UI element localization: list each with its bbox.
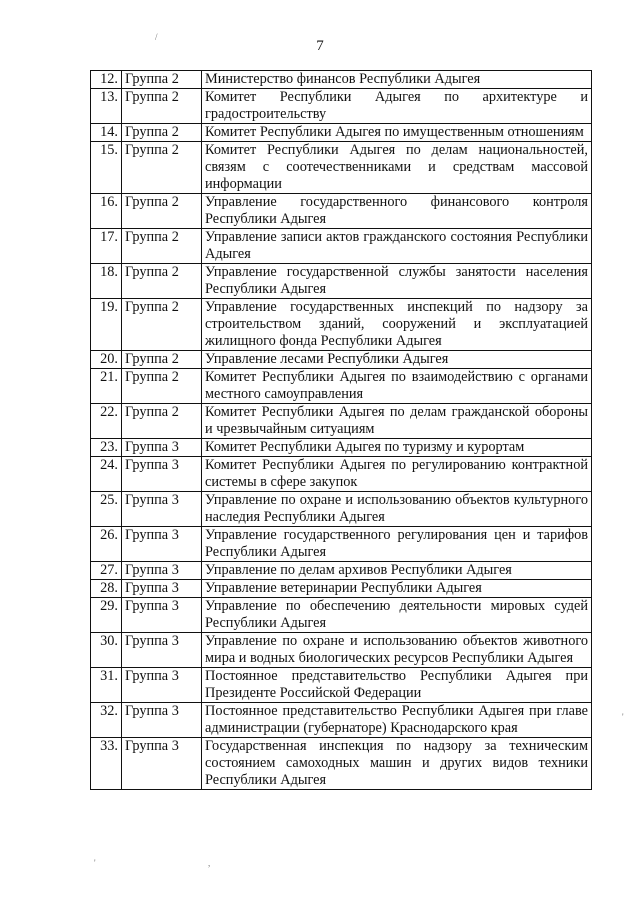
table-row xyxy=(91,580,592,598)
row-number-cell: 17. xyxy=(91,229,122,264)
table-row xyxy=(91,369,592,404)
row-number-cell: 22. xyxy=(91,404,122,439)
group-cell: Группа 2 xyxy=(122,351,202,369)
table-row xyxy=(91,264,592,299)
row-number-cell: 14. xyxy=(91,124,122,142)
agency-name-cell: Управление записи актов гражданского состояния Республики Адыгея xyxy=(202,229,592,264)
table-row xyxy=(91,738,592,790)
table-row xyxy=(91,404,592,439)
group-cell: Группа 2 xyxy=(122,194,202,229)
group-cell: Группа 3 xyxy=(122,457,202,492)
row-number-cell: 25. xyxy=(91,492,122,527)
row-number-cell: 18. xyxy=(91,264,122,299)
agency-name-cell: Министерство финансов Республики Адыгея xyxy=(202,71,592,89)
agency-name-cell: Управление государственного финансового контроля Республики Адыгея xyxy=(202,194,592,229)
table-row xyxy=(91,351,592,369)
table-row xyxy=(91,194,592,229)
row-number-cell: 23. xyxy=(91,439,122,457)
row-number-cell: 15. xyxy=(91,142,122,194)
group-cell: Группа 3 xyxy=(122,580,202,598)
table-row xyxy=(91,299,592,351)
agency-name-cell: Управление государственного регулирования цен и тарифов Республики Адыгея xyxy=(202,527,592,562)
group-cell: Группа 3 xyxy=(122,439,202,457)
agency-name-cell: Управление по обеспечению деятельности мировых судей Республики Адыгея xyxy=(202,598,592,633)
agency-name-cell: Комитет Республики Адыгея по регулированию контрактной системы в сфере закупок xyxy=(202,457,592,492)
table-row xyxy=(91,439,592,457)
agency-name-cell: Комитет Республики Адыгея по взаимодействию с органами местного самоуправления xyxy=(202,369,592,404)
scan-mark: ' xyxy=(622,712,624,722)
row-number-cell: 20. xyxy=(91,351,122,369)
group-cell: Группа 2 xyxy=(122,142,202,194)
group-cell: Группа 2 xyxy=(122,71,202,89)
agency-name-cell: Комитет Республики Адыгея по имущественным отношениям xyxy=(202,124,592,142)
group-cell: Группа 3 xyxy=(122,633,202,668)
group-cell: Группа 3 xyxy=(122,703,202,738)
row-number-cell: 26. xyxy=(91,527,122,562)
row-number-cell: 12. xyxy=(91,71,122,89)
group-cell: Группа 2 xyxy=(122,89,202,124)
agency-name-cell: Комитет Республики Адыгея по делам гражданской обороны и чрезвычайным ситуациям xyxy=(202,404,592,439)
group-cell: Группа 3 xyxy=(122,527,202,562)
agency-name-cell: Постоянное представительство Республики Адыгея при главе администрации (губернаторе) Краснодарского края xyxy=(202,703,592,738)
registry-table-body xyxy=(91,71,592,790)
row-number-cell: 27. xyxy=(91,562,122,580)
agency-name-cell: Управление по охране и использованию объектов культурного наследия Республики Адыгея xyxy=(202,492,592,527)
table-row xyxy=(91,89,592,124)
row-number-cell: 30. xyxy=(91,633,122,668)
agency-name-cell: Управление по охране и использованию объектов животного мира и водных биологических ресурсов Республики Адыгея xyxy=(202,633,592,668)
group-cell: Группа 2 xyxy=(122,299,202,351)
group-cell: Группа 2 xyxy=(122,404,202,439)
agency-name-cell: Комитет Республики Адыгея по архитектуре и градостроительству xyxy=(202,89,592,124)
row-number-cell: 28. xyxy=(91,580,122,598)
agency-name-cell: Управление по делам архивов Республики Адыгея xyxy=(202,562,592,580)
row-number-cell: 13. xyxy=(91,89,122,124)
group-cell: Группа 2 xyxy=(122,369,202,404)
table-row xyxy=(91,703,592,738)
agency-name-cell: Управление лесами Республики Адыгея xyxy=(202,351,592,369)
row-number-cell: 19. xyxy=(91,299,122,351)
agency-name-cell: Управление государственной службы занятости населения Республики Адыгея xyxy=(202,264,592,299)
table-row xyxy=(91,527,592,562)
agency-name-cell: Управление ветеринарии Республики Адыгея xyxy=(202,580,592,598)
table-row xyxy=(91,229,592,264)
table-row xyxy=(91,598,592,633)
row-number-cell: 33. xyxy=(91,738,122,790)
group-cell: Группа 3 xyxy=(122,492,202,527)
row-number-cell: 32. xyxy=(91,703,122,738)
group-cell: Группа 2 xyxy=(122,264,202,299)
page-number: 7 xyxy=(316,38,324,54)
table-row xyxy=(91,142,592,194)
group-cell: Группа 3 xyxy=(122,562,202,580)
group-cell: Группа 3 xyxy=(122,598,202,633)
agency-name-cell: Комитет Республики Адыгея по делам национальностей, связям с соотечественниками и средствам массовой информации xyxy=(202,142,592,194)
scan-mark: / xyxy=(155,32,158,42)
agency-name-cell: Государственная инспекция по надзору за техническим состоянием самоходных машин и других видов техники Республики Адыгея xyxy=(202,738,592,790)
scan-mark: , xyxy=(208,858,211,868)
table-row xyxy=(91,492,592,527)
table-row xyxy=(91,124,592,142)
row-number-cell: 31. xyxy=(91,668,122,703)
agency-name-cell: Комитет Республики Адыгея по туризму и курортам xyxy=(202,439,592,457)
row-number-cell: 21. xyxy=(91,369,122,404)
table-row xyxy=(91,668,592,703)
row-number-cell: 24. xyxy=(91,457,122,492)
scan-mark: ' xyxy=(94,858,96,868)
group-cell: Группа 2 xyxy=(122,229,202,264)
table-row xyxy=(91,562,592,580)
row-number-cell: 16. xyxy=(91,194,122,229)
group-cell: Группа 2 xyxy=(122,124,202,142)
group-cell: Группа 3 xyxy=(122,738,202,790)
table-row xyxy=(91,71,592,89)
table-row xyxy=(91,633,592,668)
table-row xyxy=(91,457,592,492)
registry-table xyxy=(90,70,592,790)
agency-name-cell: Постоянное представительство Республики Адыгея при Президенте Российской Федерации xyxy=(202,668,592,703)
agency-name-cell: Управление государственных инспекций по надзору за строительством зданий, сооружений и эксплуатацией жилищного фонда Республики Адыгея xyxy=(202,299,592,351)
row-number-cell: 29. xyxy=(91,598,122,633)
group-cell: Группа 3 xyxy=(122,668,202,703)
